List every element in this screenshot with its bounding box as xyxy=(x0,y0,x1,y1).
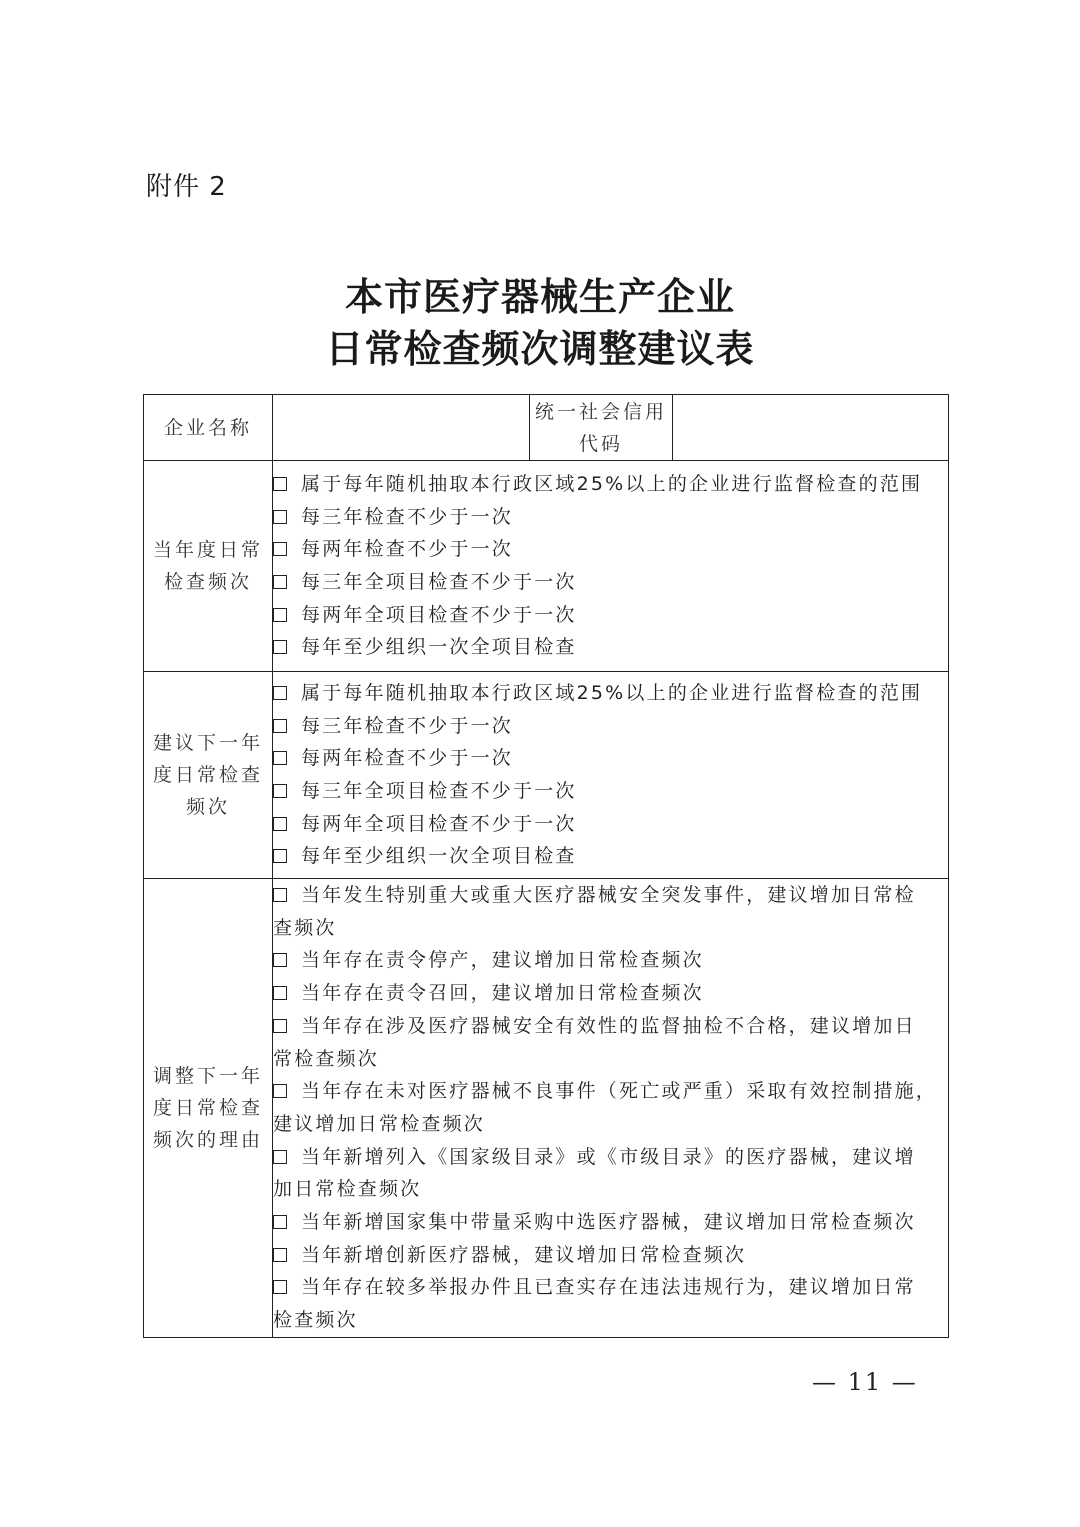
credit-code-label-line1: 统一社会信用 xyxy=(534,400,667,423)
reason-option-continuation: 加日常检查频次 xyxy=(273,1178,422,1201)
suggested-option-text: 每两年检查不少于一次 xyxy=(301,747,514,770)
current-option-text: 每年至少组织一次全项目检查 xyxy=(301,636,577,659)
adjust-reason-label xyxy=(144,879,273,1338)
checkbox-icon[interactable] xyxy=(273,888,287,902)
checkbox-icon[interactable] xyxy=(273,817,287,831)
current-option[interactable] xyxy=(273,599,948,632)
company-name-label xyxy=(144,395,273,461)
checkbox-icon[interactable] xyxy=(273,953,287,967)
credit-code-label-line2: 代码 xyxy=(578,432,623,455)
current-option[interactable] xyxy=(273,566,948,599)
suggested-option-text: 每三年全项目检查不少于一次 xyxy=(301,780,577,802)
company-name-field[interactable] xyxy=(273,395,530,461)
current-option[interactable] xyxy=(273,631,948,664)
credit-code-field[interactable] xyxy=(673,395,949,461)
suggested-frequency-options xyxy=(273,672,949,879)
suggested-option[interactable] xyxy=(273,840,948,873)
current-option[interactable] xyxy=(273,468,948,501)
checkbox-icon[interactable] xyxy=(273,1084,287,1098)
suggested-option[interactable] xyxy=(273,742,948,775)
checkbox-icon[interactable] xyxy=(273,575,287,589)
suggested-option[interactable] xyxy=(273,710,948,743)
suggested-option[interactable] xyxy=(273,775,948,808)
document-title-line1: 本市医疗器械生产企业 xyxy=(344,274,735,319)
reason-option-text: 当年新增创新医疗器械，建议增加日常检查频次 xyxy=(301,1243,747,1266)
reason-option[interactable] xyxy=(273,1141,948,1174)
current-option-text: 每两年全项目检查不少于一次 xyxy=(301,603,577,626)
suggestion-form-table xyxy=(143,394,949,1338)
adjust-reason-row xyxy=(144,879,949,1338)
checkbox-icon[interactable] xyxy=(273,784,287,798)
checkbox-icon[interactable] xyxy=(273,849,287,863)
suggested-frequency-row xyxy=(144,672,949,879)
reason-option-continuation: 建议增加日常检查频次 xyxy=(273,1112,486,1135)
adjust-reason-label-line1: 调整下一年 xyxy=(152,1064,263,1087)
checkbox-icon[interactable] xyxy=(273,1019,287,1033)
reason-option-text: 当年存在责令召回，建议增加日常检查频次 xyxy=(301,982,704,1005)
reason-option-text: 当年存在较多举报办件且已查实存在违法违规行为，建议增加日常 xyxy=(301,1276,916,1299)
attachment-label: 附件 2 xyxy=(146,172,227,202)
checkbox-icon[interactable] xyxy=(273,510,287,524)
reason-option[interactable] xyxy=(273,1206,948,1239)
reason-option-text: 当年发生特别重大或重大医疗器械安全突发事件，建议增加日常检 xyxy=(301,884,916,906)
current-frequency-label-line1: 当年度日常 xyxy=(152,539,263,561)
checkbox-icon[interactable] xyxy=(273,1248,287,1262)
checkbox-icon[interactable] xyxy=(273,1150,287,1164)
reason-option[interactable] xyxy=(273,1010,948,1043)
suggested-frequency-label xyxy=(144,672,273,879)
checkbox-icon[interactable] xyxy=(273,686,287,700)
reason-option-text: 当年新增列入《国家级目录》或《市级目录》的医疗器械，建议增 xyxy=(301,1145,916,1168)
reason-option[interactable] xyxy=(273,1239,948,1272)
checkbox-icon[interactable] xyxy=(273,542,287,556)
checkbox-icon[interactable] xyxy=(273,719,287,733)
checkbox-icon[interactable] xyxy=(273,1215,287,1229)
current-option[interactable] xyxy=(273,501,948,534)
current-frequency-label xyxy=(144,461,273,672)
current-frequency-options xyxy=(273,461,949,672)
current-option-text: 属于每年随机抽取本行政区域25%以上的企业进行监督检查的范围 xyxy=(301,472,923,495)
suggested-option-text: 每年至少组织一次全项目检查 xyxy=(301,845,577,868)
suggested-option-text: 每三年检查不少于一次 xyxy=(301,714,514,737)
company-name-label-text: 企业名称 xyxy=(163,416,252,439)
current-option[interactable] xyxy=(273,533,948,566)
current-frequency-row xyxy=(144,461,949,672)
suggested-option-text: 属于每年随机抽取本行政区域25%以上的企业进行监督检查的范围 xyxy=(301,681,923,704)
current-option-text: 每两年检查不少于一次 xyxy=(301,538,514,561)
suggested-frequency-label-line3: 频次 xyxy=(185,796,230,818)
reason-option[interactable] xyxy=(273,1075,948,1108)
company-info-row xyxy=(144,395,949,461)
reason-option[interactable] xyxy=(273,944,948,977)
reason-option-text: 当年存在涉及医疗器械安全有效性的监督抽检不合格，建议增加日 xyxy=(301,1014,916,1037)
reason-option[interactable] xyxy=(273,879,948,912)
suggested-option[interactable] xyxy=(273,808,948,841)
suggested-option[interactable] xyxy=(273,677,948,710)
reason-option-text: 当年存在责令停产，建议增加日常检查频次 xyxy=(301,949,704,972)
checkbox-icon[interactable] xyxy=(273,477,287,491)
reason-option-continuation: 检查频次 xyxy=(273,1309,358,1332)
page-number: — 11 — xyxy=(812,1368,918,1396)
adjust-reason-options xyxy=(273,879,949,1338)
reason-option-text: 当年新增国家集中带量采购中选医疗器械，建议增加日常检查频次 xyxy=(301,1211,916,1234)
credit-code-label xyxy=(530,395,673,461)
reason-option-text: 当年存在未对医疗器械不良事件（死亡或严重）采取有效控制措施， xyxy=(301,1080,938,1103)
checkbox-icon[interactable] xyxy=(273,640,287,654)
current-frequency-label-line2: 检查频次 xyxy=(163,571,252,593)
current-option-text: 每三年检查不少于一次 xyxy=(301,505,514,528)
adjust-reason-label-line3: 频次的理由 xyxy=(152,1128,263,1151)
checkbox-icon[interactable] xyxy=(273,1280,287,1294)
document-title-line2: 日常检查频次调整建议表 xyxy=(325,326,755,371)
reason-option-continuation: 查频次 xyxy=(273,916,337,939)
suggested-frequency-label-line1: 建议下一年 xyxy=(152,732,263,754)
suggested-option-text: 每两年全项目检查不少于一次 xyxy=(301,812,577,835)
reason-option[interactable] xyxy=(273,977,948,1010)
current-option-text: 每三年全项目检查不少于一次 xyxy=(301,571,577,593)
checkbox-icon[interactable] xyxy=(273,986,287,1000)
reason-option-continuation: 常检查频次 xyxy=(273,1047,380,1070)
checkbox-icon[interactable] xyxy=(273,608,287,622)
reason-option[interactable] xyxy=(273,1271,948,1304)
checkbox-icon[interactable] xyxy=(273,751,287,765)
adjust-reason-label-line2: 度日常检查 xyxy=(152,1096,263,1119)
suggested-frequency-label-line2: 度日常检查 xyxy=(152,764,263,786)
